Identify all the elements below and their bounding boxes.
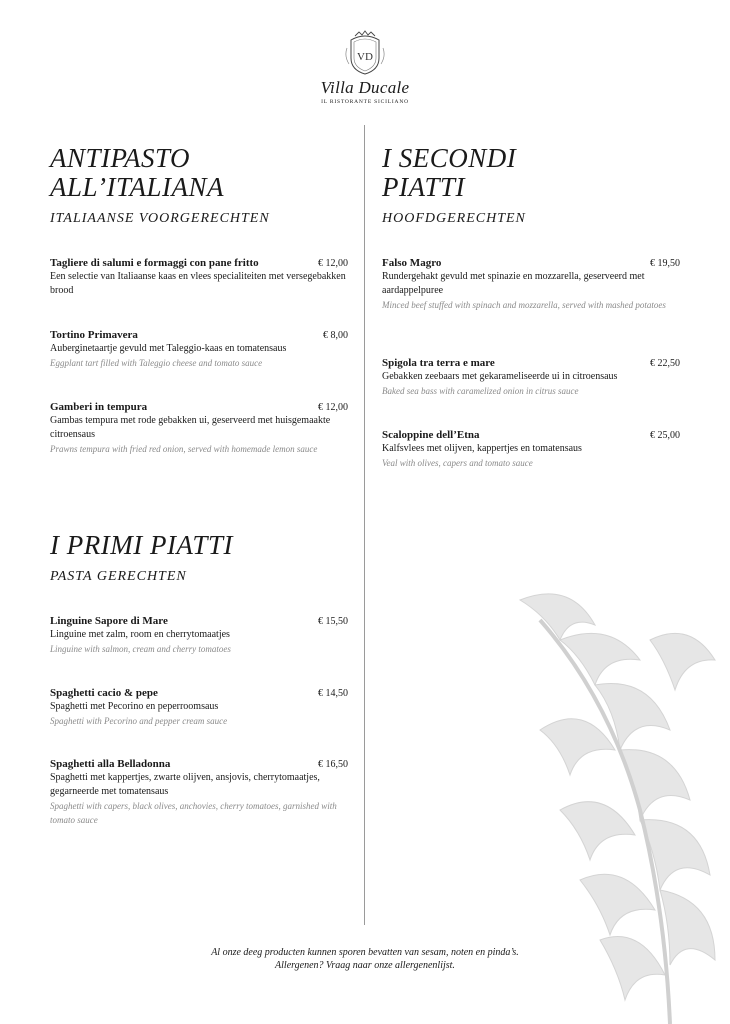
item-description-nl: Gambas tempura met rode gebakken ui, geserveerd met huisgemaakte citroensaus bbox=[50, 415, 331, 440]
item-description-en: Veal with olives, capers and tomato sauce bbox=[382, 458, 533, 468]
item-description-en: Eggplant tart filled with Taleggio cheese and tomato sauce bbox=[50, 358, 263, 368]
section-antipasto bbox=[50, 144, 270, 227]
item-description-nl: Spaghetti met kappertjes, zwarte olijven, ansjovis, cherrytomaatjes, gegarneerde met tomatensaus bbox=[50, 772, 320, 797]
item-name: Gamberi in tempura bbox=[50, 401, 148, 413]
menu-item bbox=[382, 357, 680, 398]
item-price: € 15,50 bbox=[318, 616, 348, 627]
section-title: I SECONDI PIATTI bbox=[382, 143, 517, 202]
item-price: € 12,00 bbox=[318, 402, 348, 413]
item-name: Spaghetti alla Belladonna bbox=[50, 758, 171, 770]
footer-line-2: Allergenen? Vraag naar onze allergenenlijst. bbox=[275, 960, 455, 971]
menu-item bbox=[50, 687, 348, 728]
item-description-nl: Linguine met zalm, room en cherrytomaatjes bbox=[50, 629, 230, 640]
item-description-nl: Auberginetaartje gevuld met Taleggio-kaas en tomatensaus bbox=[50, 343, 287, 354]
item-description-en: Prawns tempura with fried red onion, served with homemade lemon sauce bbox=[50, 444, 318, 454]
menu-item bbox=[50, 615, 348, 656]
restaurant-logo bbox=[300, 30, 430, 105]
item-description-en: Minced beef stuffed with spinach and mozzarella, served with mashed potatoes bbox=[382, 300, 666, 310]
item-description-nl: Rundergehakt gevuld met spinazie en mozzarella, geserveerd met aardappelpuree bbox=[382, 271, 645, 296]
menu-item bbox=[50, 329, 348, 370]
item-name: Scaloppine dell’Etna bbox=[382, 429, 480, 441]
item-name: Spigola tra terra e mare bbox=[382, 357, 495, 369]
item-description-en: Spaghetti with capers, black olives, anchovies, cherry tomatoes, garnished with tomato sauce bbox=[50, 801, 337, 825]
item-name: Falso Magro bbox=[382, 257, 442, 269]
allergen-notice bbox=[0, 946, 730, 972]
item-price: € 14,50 bbox=[318, 688, 348, 699]
section-secondi bbox=[382, 144, 526, 227]
item-description-en: Linguine with salmon, cream and cherry tomatoes bbox=[50, 644, 231, 654]
footer-line-1: Al onze deeg producten kunnen sporen bevatten van sesam, noten en pinda’s. bbox=[211, 947, 519, 958]
section-subtitle: HOOFDGERECHTEN bbox=[382, 211, 526, 226]
menu-item bbox=[50, 758, 348, 827]
item-price: € 8,00 bbox=[323, 330, 348, 341]
section-subtitle: ITALIAANSE VOORGERECHTEN bbox=[50, 211, 270, 226]
item-name: Spaghetti cacio & pepe bbox=[50, 687, 158, 699]
item-price: € 25,00 bbox=[650, 430, 680, 441]
menu-item bbox=[50, 257, 348, 298]
item-description-nl: Kalfsvlees met olijven, kappertjes en tomatensaus bbox=[382, 443, 582, 454]
menu-item bbox=[382, 429, 680, 470]
item-price: € 16,50 bbox=[318, 759, 348, 770]
brand-tagline: IL RISTORANTE SICILIANO bbox=[321, 99, 409, 105]
section-primi bbox=[50, 531, 233, 585]
item-price: € 12,00 bbox=[318, 258, 348, 269]
item-description-nl: Spaghetti met Pecorino en peperroomsaus bbox=[50, 701, 219, 712]
menu-item bbox=[50, 401, 348, 456]
item-price: € 22,50 bbox=[650, 358, 680, 369]
column-divider bbox=[364, 125, 365, 925]
crest-icon bbox=[343, 30, 387, 76]
item-description-nl: Gebakken zeebaars met gekarameliseerde ui in citroensaus bbox=[382, 371, 618, 382]
section-subtitle: PASTA GERECHTEN bbox=[50, 569, 187, 584]
section-title: ANTIPASTO ALL’ITALIANA bbox=[50, 143, 225, 202]
item-name: Tortino Primavera bbox=[50, 329, 138, 341]
item-description-en: Baked sea bass with caramelized onion in citrus sauce bbox=[382, 386, 579, 396]
monogram: VD bbox=[357, 51, 373, 63]
section-title: I PRIMI PIATTI bbox=[50, 530, 233, 560]
item-description-nl: Een selectie van Italiaanse kaas en vlees specialiteiten met versegebakken brood bbox=[50, 271, 346, 296]
menu-item bbox=[382, 257, 680, 312]
item-price: € 19,50 bbox=[650, 258, 680, 269]
item-description-en: Spaghetti with Pecorino and pepper cream sauce bbox=[50, 716, 228, 726]
brand-name: Villa Ducale bbox=[320, 78, 410, 97]
item-name: Linguine Sapore di Mare bbox=[50, 615, 168, 627]
item-name: Tagliere di salumi e formaggi con pane fritto bbox=[50, 257, 259, 269]
